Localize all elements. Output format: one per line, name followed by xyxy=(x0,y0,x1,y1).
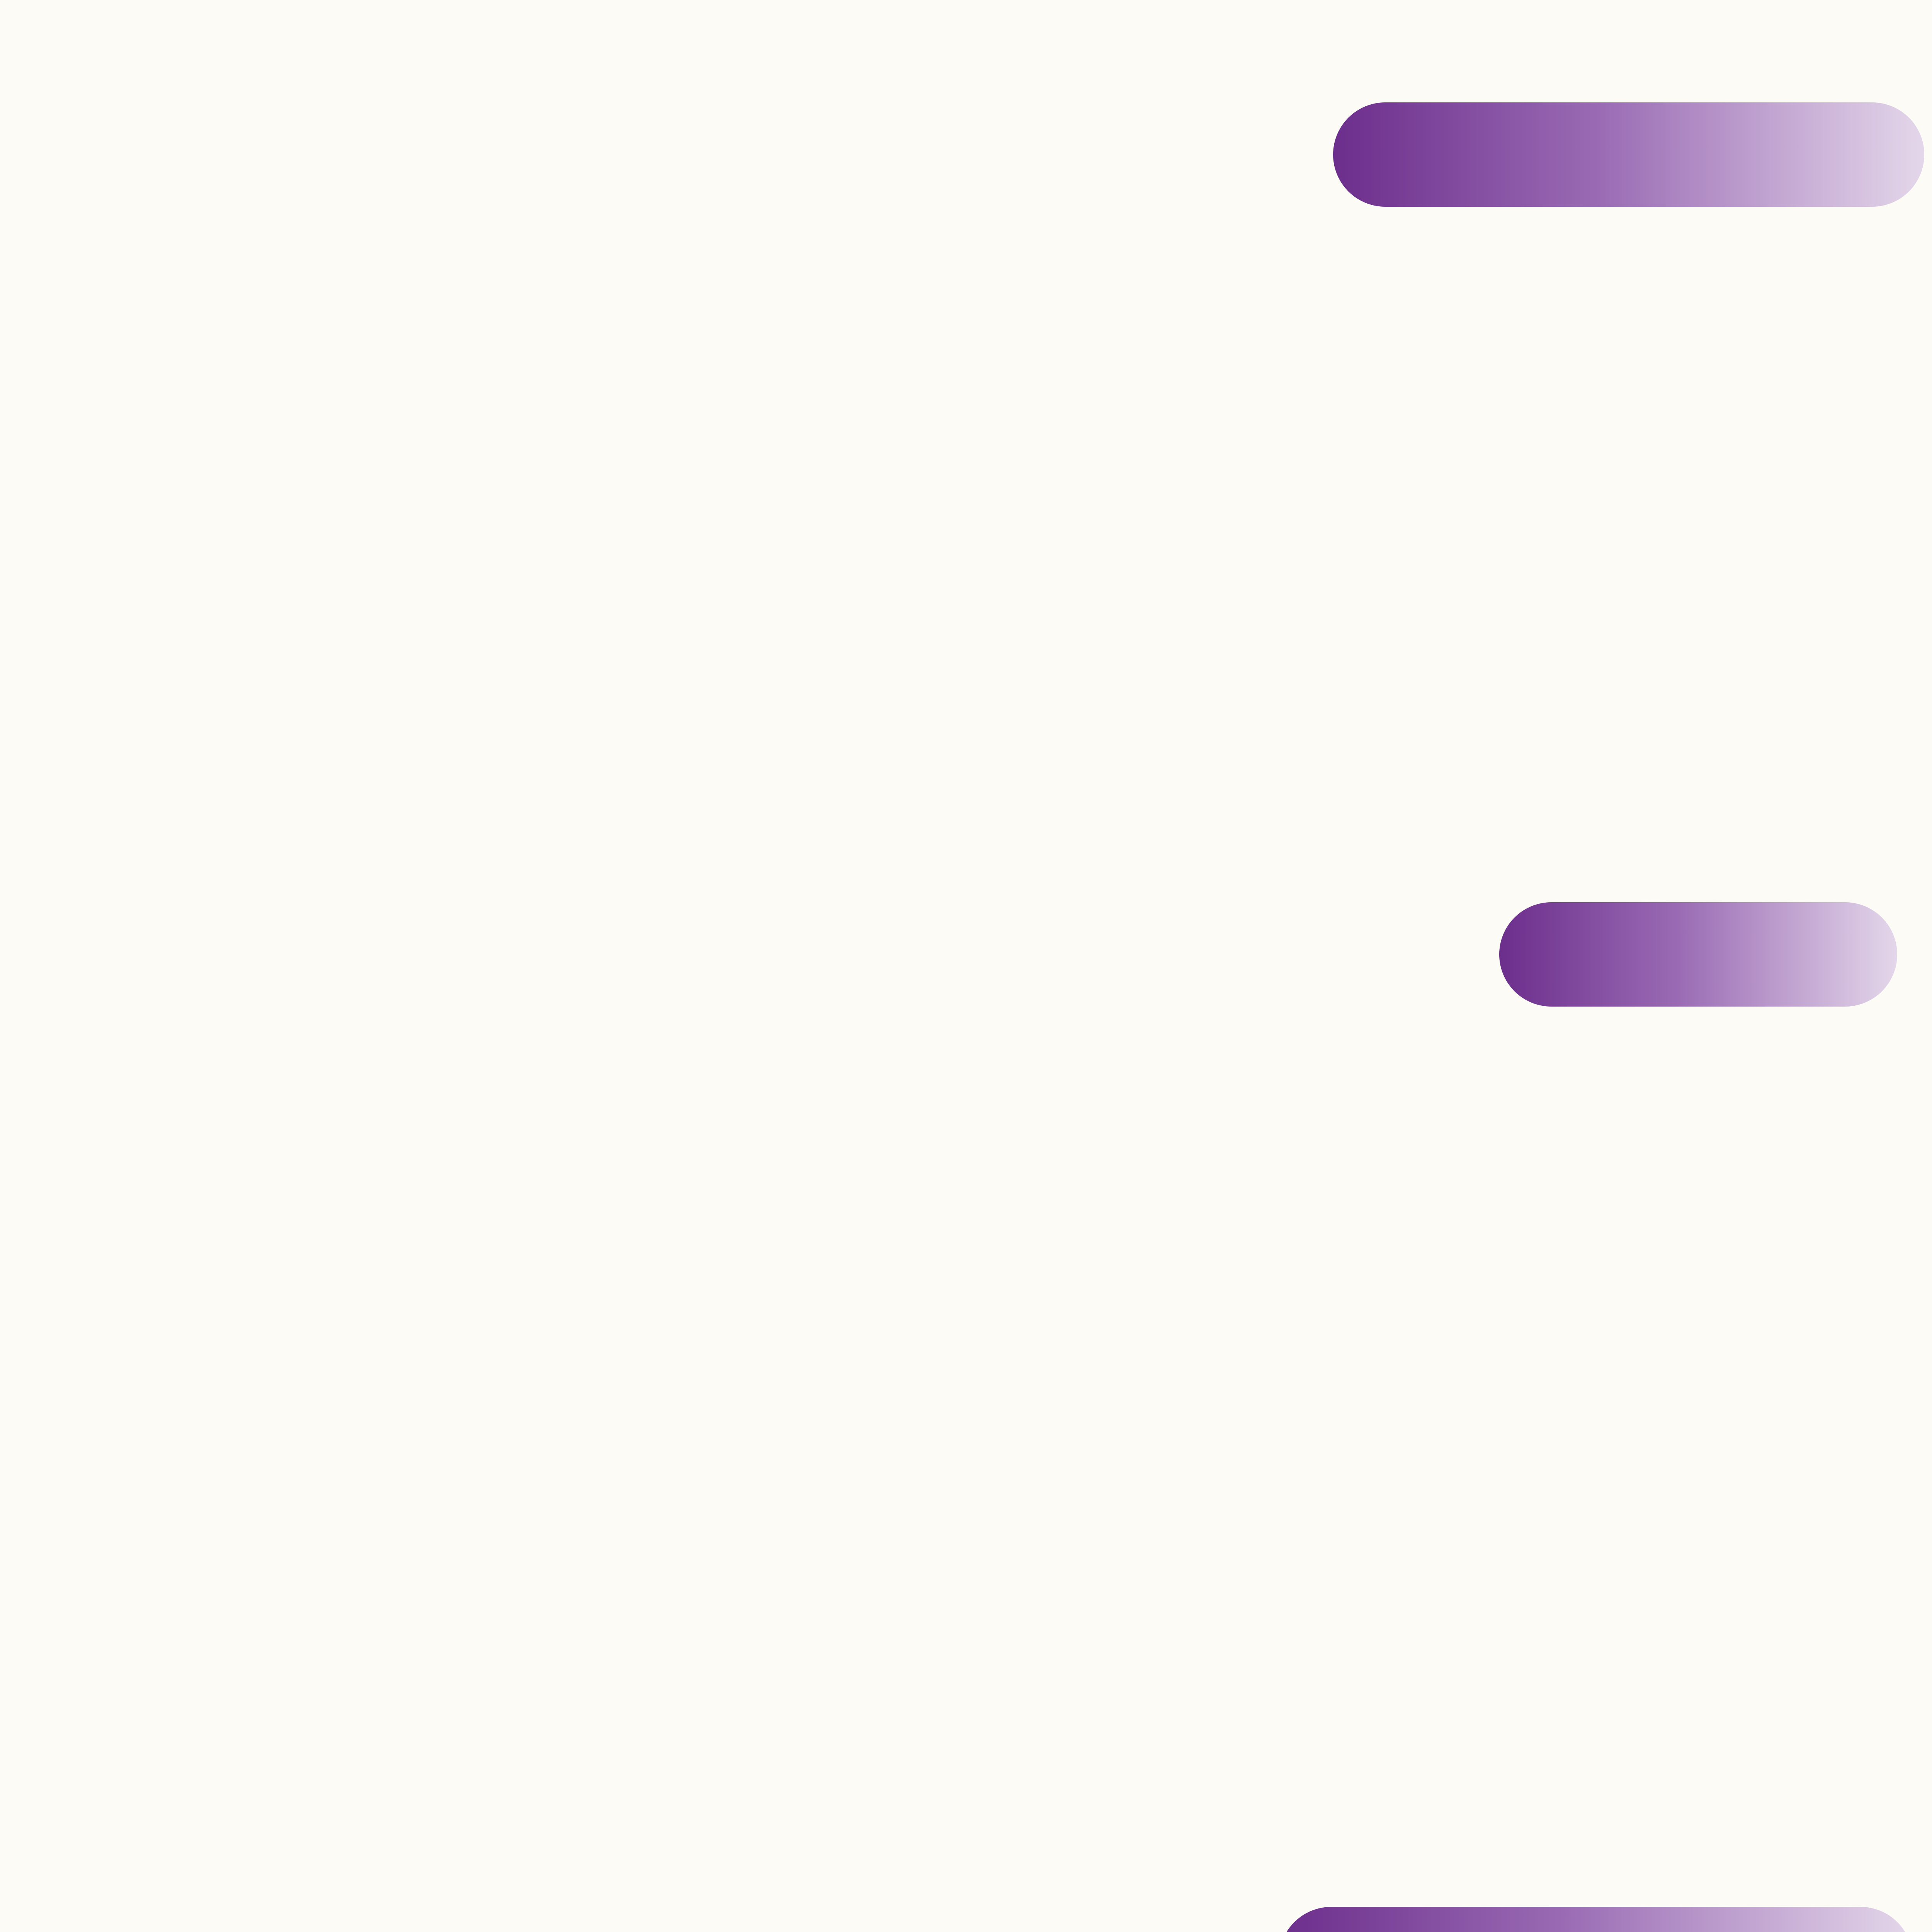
axes-list xyxy=(445,286,1932,298)
goals-header-pill xyxy=(1499,902,1897,1007)
audience-header-pill xyxy=(1279,1907,1913,1932)
embryo-magnifier-icon xyxy=(1901,866,1932,1005)
axes-header-pill xyxy=(1333,102,1924,207)
embryo-magnifier-icon xyxy=(1913,1878,1932,1932)
goals-list xyxy=(619,1105,1932,1150)
